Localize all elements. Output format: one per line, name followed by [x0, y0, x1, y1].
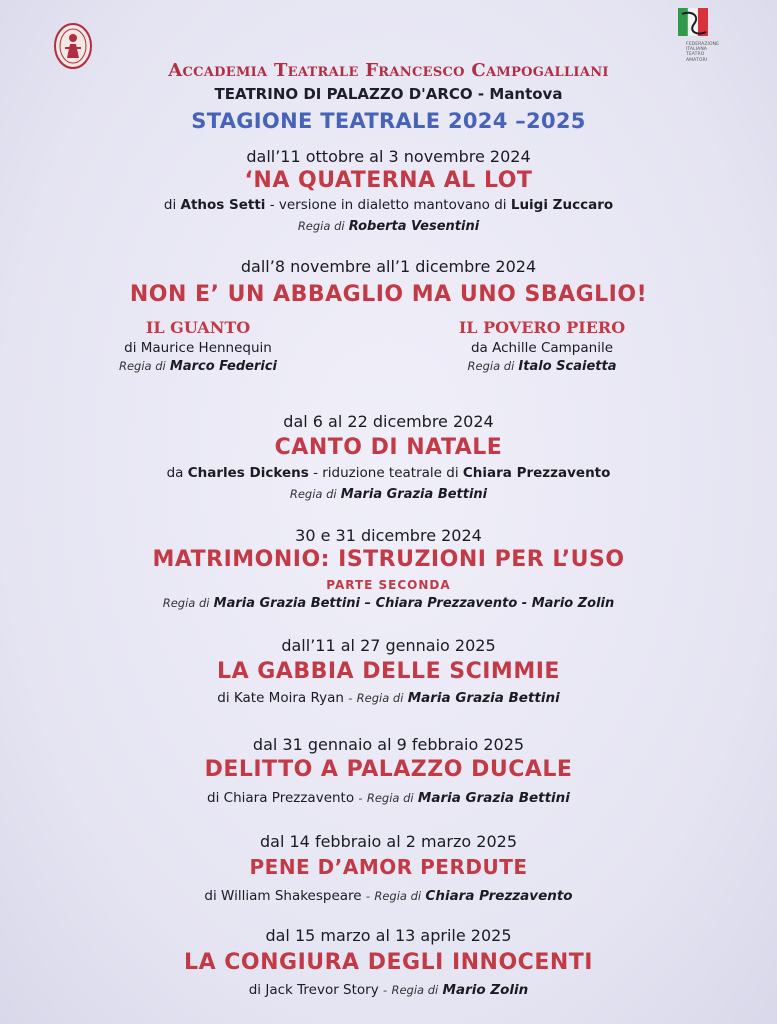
- show-4-director: Regia di Maria Grazia Bettini – Chiara Prezzavento - Mario Zolin: [162, 596, 615, 611]
- show-1-title: ‘NA QUATERNA AL LOT: [244, 168, 533, 193]
- show-8-credit: di Jack Trevor Story - Regia di Mario Zolin: [248, 982, 529, 998]
- show-7-credit: di William Shakespeare - Regia di Chiara Prezzavento: [204, 888, 573, 904]
- show-3-date: dal 6 al 22 dicembre 2024: [283, 412, 494, 431]
- part-1-title: IL GUANTO: [145, 318, 251, 337]
- show-2-part-2: [412, 318, 672, 374]
- part-2-director: Regia di Italo Scaietta: [467, 359, 617, 374]
- show-8-date: dal 15 marzo al 13 aprile 2025: [265, 926, 512, 945]
- federation-logo-text: FEDERAZIONE ITALIANA TEATRO AMATORI: [686, 42, 720, 63]
- show-1-credit: di Athos Setti - versione in dialetto mantovano di Luigi Zuccaro: [163, 197, 614, 213]
- venue-name: TEATRINO DI PALAZZO D'ARCO - Mantova: [214, 85, 563, 103]
- show-7-title: PENE D’AMOR PERDUTE: [249, 855, 528, 879]
- show-8-title: LA CONGIURA DEGLI INNOCENTI: [184, 950, 593, 975]
- part-2-credit: da Achille Campanile: [470, 340, 613, 356]
- show-3-credit: da Charles Dickens - riduzione teatrale di Chiara Prezzavento: [166, 465, 611, 481]
- season-title: STAGIONE TEATRALE 2024 –2025: [191, 109, 586, 133]
- show-2-part-1: [68, 318, 328, 374]
- show-5-credit: di Kate Moira Ryan - Regia di Maria Grazia Bettini: [217, 690, 560, 706]
- show-6-credit: di Chiara Prezzavento - Regia di Maria Grazia Bettini: [207, 790, 570, 806]
- show-1-date: dall’11 ottobre al 3 novembre 2024: [246, 147, 531, 166]
- academy-name: Accademia Teatrale Francesco Campogalliani: [168, 60, 609, 81]
- part-1-director: Regia di Marco Federici: [118, 359, 278, 374]
- part-1-credit: di Maurice Hennequin: [124, 340, 272, 356]
- part-2-title: IL POVERO PIERO: [458, 318, 626, 337]
- show-5-date: dall’11 al 27 gennaio 2025: [281, 636, 496, 655]
- show-2-date: dall’8 novembre all’1 dicembre 2024: [240, 257, 537, 276]
- show-1-director: Regia di Roberta Vesentini: [297, 219, 480, 234]
- show-3-director: Regia di Maria Grazia Bettini: [289, 487, 488, 502]
- show-3-title: CANTO DI NATALE: [274, 435, 503, 460]
- show-2-title: NON E’ UN ABBAGLIO MA UNO SBAGLIO!: [129, 282, 648, 307]
- show-4-subtitle: PARTE SECONDA: [326, 578, 451, 592]
- show-6-date: dal 31 gennaio al 9 febbraio 2025: [252, 735, 525, 754]
- show-4-date: 30 e 31 dicembre 2024: [295, 526, 482, 545]
- show-5-title: LA GABBIA DELLE SCIMMIE: [217, 659, 560, 684]
- show-4-title: MATRIMONIO: ISTRUZIONI PER L’USO: [152, 547, 625, 572]
- show-6-title: DELITTO A PALAZZO DUCALE: [204, 757, 573, 782]
- show-7-date: dal 14 febbraio al 2 marzo 2025: [260, 832, 517, 851]
